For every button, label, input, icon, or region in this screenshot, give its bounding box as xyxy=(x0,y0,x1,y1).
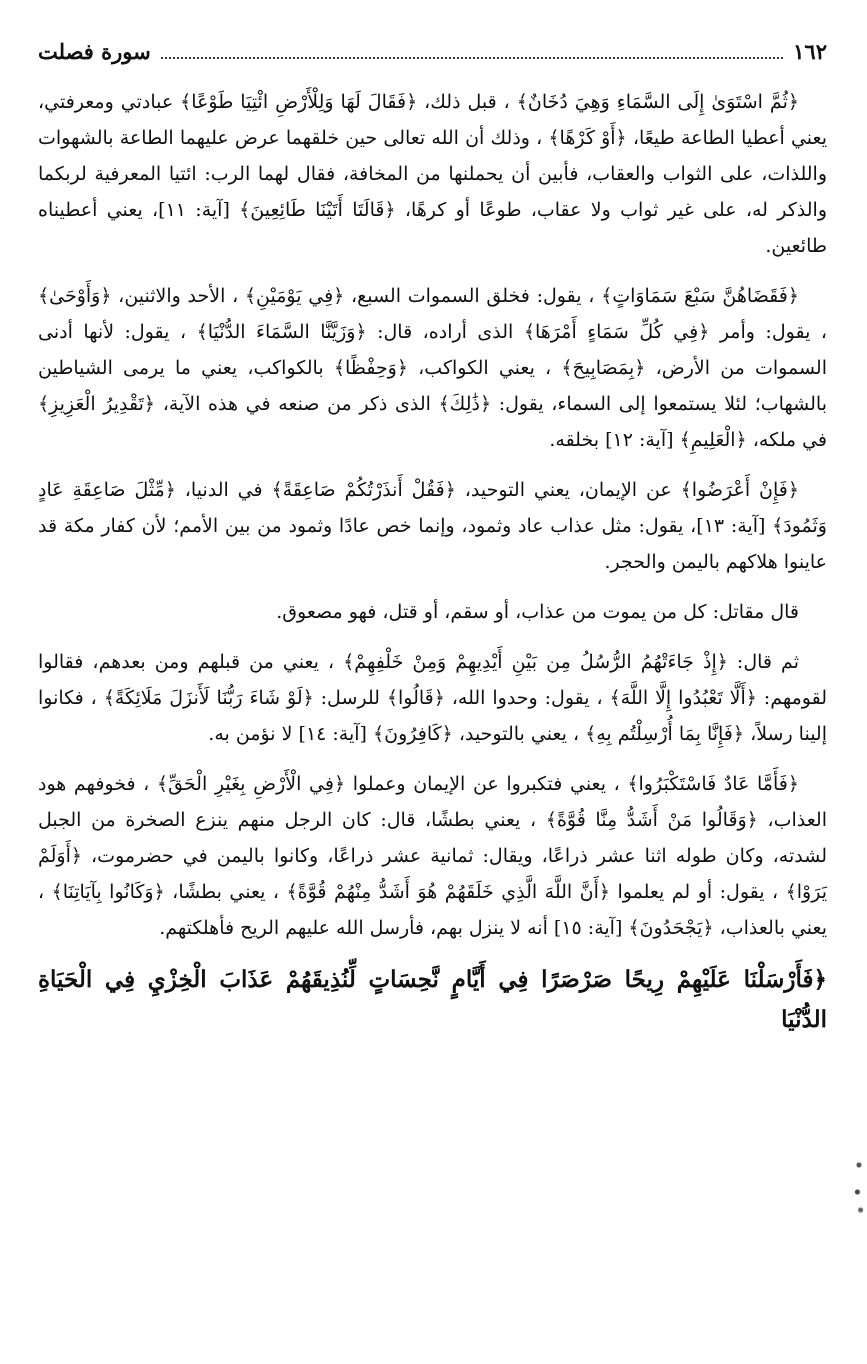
commentary-text xyxy=(38,84,827,946)
header-dotted-leader xyxy=(161,57,783,59)
paragraph-verses-11: ﴿ثُمَّ اسْتَوَىٰ إِلَى السَّمَاءِ وَهِيَ دُخَانٌ﴾ ، قبل ذلك، ﴿فَقَالَ لَهَا وَلِلْأَرْضِ ائْتِيَا طَوْعًا﴾ عبادتي ومعرفتي، يعني أعطيا الطاعة طيعًا، ﴿أَوْ كَرْهًا﴾ ، وذلك أن الله تعالى حين خلقهما عرض عليهما الطاعة بالشهوات واللذات، على الثواب والعقاب، فأبين أن يحملنها من المخافة، فقال لهما الرب: ائتيا المعرفية لربكما والذكر له، على غير ثواب ولا عقاب، طوعًا أو كرهًا، ﴿قَالَتَا أَتَيْنَا طَائِعِينَ﴾ [آية: ١١]، يعني أعطيناه طائعين. xyxy=(38,91,828,257)
page-number: ١٦٢ xyxy=(793,39,827,64)
paragraph-muqatil-note: قال مقاتل: كل من يموت من عذاب، أو سقم، أو قتل، فهو مصعوق. xyxy=(276,601,799,623)
verse-16-line: ﴿فَأَرْسَلْنَا عَلَيْهِمْ رِيحًا صَرْصَرًا فِي أَيَّامٍ نَّحِسَاتٍ لِّنُذِيقَهُمْ عَذَابَ الْخِزْيِ فِي الْحَيَاةِ الدُّنْيَا xyxy=(38,966,827,1033)
running-header xyxy=(38,34,827,70)
paragraph-verse-15: ﴿فَأَمَّا عَادٌ فَاسْتَكْبَرُوا﴾ ، يعني فتكبروا عن الإيمان وعملوا ﴿فِي الْأَرْضِ بِغَيْرِ الْحَقِّ﴾ ، فخوفهم هود العذاب، ﴿وَقَالُوا مَنْ أَشَدُّ مِنَّا قُوَّةً﴾ ، يعني بطشًا، قال: كان الرجل منهم ينزع الصخرة من الجبل لشدته، وكان طوله اثنا عشر ذراعًا، ويقال: ثمانية عشر ذراعًا، وكانوا باليمن في حضرموت، ﴿أَوَلَمْ يَرَوْا﴾ ، يقول: أو لم يعلموا ﴿أَنَّ اللَّهَ الَّذِي خَلَقَهُمْ هُوَ أَشَدُّ مِنْهُمْ قُوَّةً﴾ ، يعني بطشًا، ﴿وَكَانُوا بِآيَاتِنَا﴾ ، يعني بالعذاب، ﴿يَجْحَدُونَ﴾ [آية: ١٥] أنه لا ينزل بهم، فأرسل الله عليهم الريح فأهلكتهم. xyxy=(38,773,827,939)
paragraph-verse-12: ﴿فَقَضَاهُنَّ سَبْعَ سَمَاوَاتٍ﴾ ، يقول: فخلق السموات السبع، ﴿فِي يَوْمَيْنِ﴾ ، الأحد والاثنين، ﴿وَأَوْحَىٰ﴾ ، يقول: وأمر ﴿فِي كُلِّ سَمَاءٍ أَمْرَهَا﴾ الذى أراده، قال: ﴿وَزَيَّنَّا السَّمَاءَ الدُّنْيَا﴾ ، يقول: لأنها أدنى السموات من الأرض، ﴿بِمَصَابِيحَ﴾ ، يعني الكواكب، ﴿وَحِفْظًا﴾ بالكواكب، يعني ما يرمى الشياطين بالشهاب؛ لئلا يستمعوا إلى السماء، يقول: ﴿ذَٰلِكَ﴾ الذى ذكر من صنعه في هذه الآية، ﴿تَقْدِيرُ الْعَزِيزِ﴾ في ملكه، ﴿الْعَلِيمِ﴾ [آية: ١٢] بخلقه. xyxy=(38,285,827,451)
paragraph-verse-14: ثم قال: ﴿إِذْ جَاءَتْهُمُ الرُّسُلُ مِن بَيْنِ أَيْدِيهِمْ وَمِنْ خَلْفِهِمْ﴾ ، يعني من قبلهم ومن بعدهم، فقالوا لقومهم: ﴿أَلَّا تَعْبُدُوا إِلَّا اللَّهَ﴾ ، يقول: وحدوا الله، ﴿قَالُوا﴾ للرسل: ﴿لَوْ شَاءَ رَبُّنَا لَأَنزَلَ مَلَائِكَةً﴾ ، فكانوا إلينا رسلاً، ﴿فَإِنَّا بِمَا أُرْسِلْتُم بِهِ﴾ ، يعني بالتوحيد، ﴿كَافِرُونَ﴾ [آية: ١٤] لا نؤمن به. xyxy=(38,651,827,745)
scan-artifact xyxy=(851,1138,867,1228)
paragraph-verse-13: ﴿فَإِنْ أَعْرَضُوا﴾ عن الإيمان، يعني التوحيد، ﴿فَقُلْ أَنذَرْتُكُمْ صَاعِقَةً﴾ في الدنيا، ﴿مِّثْلَ صَاعِقَةِ عَادٍ وَثَمُودَ﴾ [آية: ١٣]، يقول: مثل عذاب عاد وثمود، وإنما خص عادًا وثمود من بين الأمم؛ لأن كفار مكة قد عاينوا هلاكهم باليمن والحجر. xyxy=(38,479,827,573)
surah-title: سورة فصلت xyxy=(38,39,151,64)
